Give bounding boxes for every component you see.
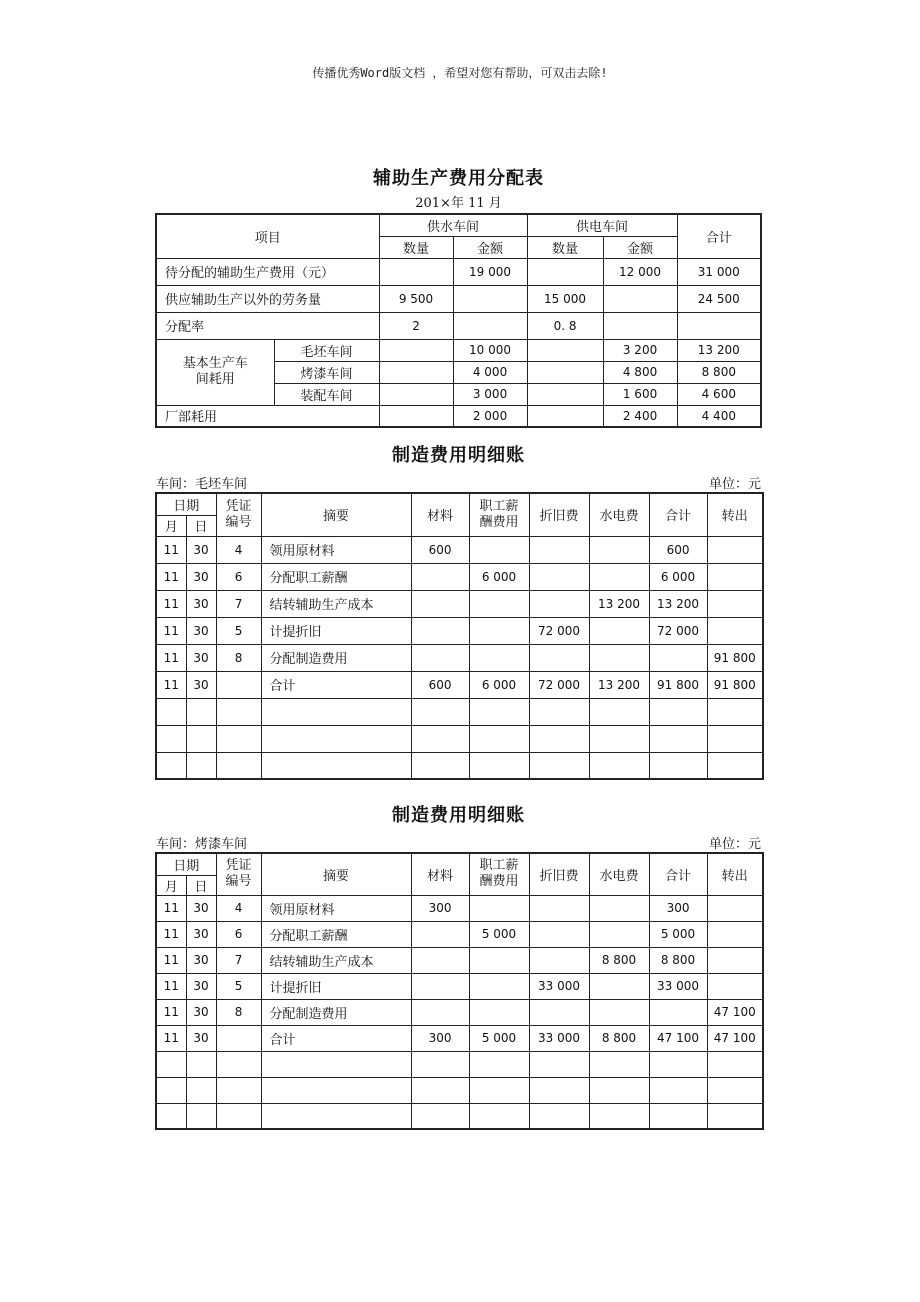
blank-cell <box>186 725 216 752</box>
blank-cell <box>469 1103 529 1129</box>
cell: 13 200 <box>677 339 761 361</box>
utilities-cell <box>589 644 649 671</box>
material-cell <box>411 590 469 617</box>
salary-cell <box>469 536 529 563</box>
transfer-cell <box>707 536 763 563</box>
header-depreciation: 折旧费 <box>529 493 589 536</box>
cell <box>379 383 453 405</box>
row-label: 分配率 <box>156 312 379 339</box>
summary-cell: 分配职工薪酬 <box>261 921 411 947</box>
month-cell: 11 <box>156 617 186 644</box>
depreciation-cell: 72 000 <box>529 671 589 698</box>
voucher-cell: 6 <box>216 921 261 947</box>
depreciation-cell <box>529 947 589 973</box>
blank-cell <box>186 1051 216 1077</box>
voucher-cell: 4 <box>216 895 261 921</box>
allocation-table <box>155 213 762 428</box>
utilities-cell <box>589 973 649 999</box>
utilities-cell: 8 800 <box>589 1025 649 1051</box>
blank-cell <box>529 698 589 725</box>
day-cell: 30 <box>186 947 216 973</box>
depreciation-cell <box>529 895 589 921</box>
header-summary: 摘要 <box>261 493 411 536</box>
total-cell: 6 000 <box>649 563 707 590</box>
header-utilities: 水电费 <box>589 853 649 895</box>
summary-cell: 合计 <box>261 671 411 698</box>
blank-cell <box>216 1103 261 1129</box>
header-material: 材料 <box>411 493 469 536</box>
salary-cell <box>469 617 529 644</box>
cell: 10 000 <box>453 339 527 361</box>
header-month: 月 <box>156 515 186 536</box>
header-salary: 职工薪酬费用 <box>469 493 529 536</box>
utilities-cell <box>589 921 649 947</box>
header-day: 日 <box>186 875 216 895</box>
voucher-cell: 4 <box>216 536 261 563</box>
blank-cell <box>589 1077 649 1103</box>
allocation-title: 辅助生产费用分配表 <box>373 168 544 189</box>
blank-cell <box>216 698 261 725</box>
utilities-cell <box>589 895 649 921</box>
blank-cell <box>156 1051 186 1077</box>
day-cell: 30 <box>186 644 216 671</box>
total-cell: 72 000 <box>649 617 707 644</box>
salary-cell: 6 000 <box>469 563 529 590</box>
blank-cell <box>411 1077 469 1103</box>
cell <box>527 383 603 405</box>
ledger-2-section <box>155 801 762 1130</box>
transfer-cell: 47 100 <box>707 999 763 1025</box>
cell: 2 000 <box>453 405 527 427</box>
month-cell: 11 <box>156 1025 186 1051</box>
material-cell: 300 <box>411 1025 469 1051</box>
cell: 4 600 <box>677 383 761 405</box>
month-cell: 11 <box>156 536 186 563</box>
transfer-cell: 91 800 <box>707 671 763 698</box>
cell: 12 000 <box>603 258 677 285</box>
material-cell: 600 <box>411 536 469 563</box>
cell: 4 800 <box>603 361 677 383</box>
voucher-cell: 5 <box>216 617 261 644</box>
month-cell: 11 <box>156 895 186 921</box>
cell <box>379 361 453 383</box>
blank-cell <box>216 752 261 779</box>
blank-cell <box>261 752 411 779</box>
table-row <box>156 671 763 698</box>
table-row <box>156 921 763 947</box>
blank-cell <box>469 1077 529 1103</box>
summary-cell: 合计 <box>261 1025 411 1051</box>
voucher-cell <box>216 1025 261 1051</box>
blank-cell <box>156 1103 186 1129</box>
header-water-amt: 金额 <box>453 236 527 258</box>
cell: 3 000 <box>453 383 527 405</box>
blank-cell <box>589 1103 649 1129</box>
blank-row <box>156 752 763 779</box>
ledger-1-table <box>155 492 764 780</box>
blank-cell <box>649 698 707 725</box>
blank-cell <box>469 698 529 725</box>
cell: 15 000 <box>527 285 603 312</box>
blank-cell <box>156 725 186 752</box>
cell: 24 500 <box>677 285 761 312</box>
total-cell: 13 200 <box>649 590 707 617</box>
ledger-2-title: 制造费用明细账 <box>392 805 525 826</box>
blank-cell <box>707 752 763 779</box>
blank-cell <box>411 1103 469 1129</box>
row-label: 待分配的辅助生产费用（元） <box>156 258 379 285</box>
blank-cell <box>529 1103 589 1129</box>
header-voucher: 凭证编号 <box>216 853 261 895</box>
blank-cell <box>261 1077 411 1103</box>
utilities-cell <box>589 617 649 644</box>
depreciation-cell <box>529 563 589 590</box>
voucher-cell: 8 <box>216 999 261 1025</box>
salary-cell <box>469 590 529 617</box>
month-cell: 11 <box>156 563 186 590</box>
blank-cell <box>216 1077 261 1103</box>
cell <box>379 405 453 427</box>
cell: 1 600 <box>603 383 677 405</box>
blank-cell <box>529 725 589 752</box>
material-cell <box>411 563 469 590</box>
transfer-cell <box>707 921 763 947</box>
ledger-2-workshop: 车间：烤漆车间 <box>156 837 248 852</box>
blank-cell <box>156 698 186 725</box>
blank-cell <box>261 1103 411 1129</box>
summary-cell: 领用原材料 <box>261 895 411 921</box>
month-cell: 11 <box>156 973 186 999</box>
blank-cell <box>707 1051 763 1077</box>
header-date: 日期 <box>156 853 216 875</box>
transfer-cell <box>707 973 763 999</box>
total-cell: 600 <box>649 536 707 563</box>
summary-cell: 计提折旧 <box>261 973 411 999</box>
alloc-row <box>156 405 761 427</box>
table-row <box>156 644 763 671</box>
depreciation-cell: 33 000 <box>529 973 589 999</box>
group-label: 基本生产车间耗用 <box>156 339 274 405</box>
blank-cell <box>649 1051 707 1077</box>
blank-cell <box>216 1051 261 1077</box>
alloc-row <box>156 258 761 285</box>
depreciation-cell <box>529 921 589 947</box>
blank-cell <box>186 1103 216 1129</box>
total-cell: 8 800 <box>649 947 707 973</box>
header-water-qty: 数量 <box>379 236 453 258</box>
material-cell <box>411 921 469 947</box>
blank-cell <box>529 1051 589 1077</box>
header-material: 材料 <box>411 853 469 895</box>
salary-cell <box>469 895 529 921</box>
header-summary: 摘要 <box>261 853 411 895</box>
cell: 3 200 <box>603 339 677 361</box>
summary-cell: 结转辅助生产成本 <box>261 590 411 617</box>
table-row <box>156 563 763 590</box>
day-cell: 30 <box>186 617 216 644</box>
day-cell: 30 <box>186 973 216 999</box>
header-total: 合计 <box>649 853 707 895</box>
summary-cell: 分配制造费用 <box>261 999 411 1025</box>
table-row <box>156 617 763 644</box>
cell <box>677 312 761 339</box>
month-cell: 11 <box>156 921 186 947</box>
blank-row <box>156 698 763 725</box>
table-row <box>156 1025 763 1051</box>
table-row <box>156 590 763 617</box>
salary-cell: 5 000 <box>469 1025 529 1051</box>
day-cell: 30 <box>186 921 216 947</box>
transfer-cell: 47 100 <box>707 1025 763 1051</box>
cell <box>603 285 677 312</box>
depreciation-cell <box>529 999 589 1025</box>
blank-cell <box>589 698 649 725</box>
utilities-cell <box>589 999 649 1025</box>
blank-cell <box>649 725 707 752</box>
ledger-1-title: 制造费用明细账 <box>392 445 525 466</box>
cell: 2 400 <box>603 405 677 427</box>
table-row <box>156 536 763 563</box>
cell <box>603 312 677 339</box>
transfer-cell <box>707 563 763 590</box>
allocation-date: 201×年 11 月 <box>415 196 502 211</box>
cell: 31 000 <box>677 258 761 285</box>
blank-cell <box>411 698 469 725</box>
row-label: 装配车间 <box>274 383 379 405</box>
total-cell: 91 800 <box>649 671 707 698</box>
material-cell <box>411 947 469 973</box>
blank-cell <box>707 1077 763 1103</box>
blank-cell <box>156 752 186 779</box>
material-cell <box>411 973 469 999</box>
voucher-cell: 6 <box>216 563 261 590</box>
day-cell: 30 <box>186 1025 216 1051</box>
blank-cell <box>469 725 529 752</box>
cell: 4 400 <box>677 405 761 427</box>
blank-cell <box>649 1103 707 1129</box>
blank-cell <box>261 1051 411 1077</box>
row-label: 烤漆车间 <box>274 361 379 383</box>
header-power-qty: 数量 <box>527 236 603 258</box>
ledger-2-table <box>155 852 764 1130</box>
cell: 9 500 <box>379 285 453 312</box>
header-total: 合计 <box>649 493 707 536</box>
cell <box>527 405 603 427</box>
summary-cell: 分配职工薪酬 <box>261 563 411 590</box>
day-cell: 30 <box>186 563 216 590</box>
blank-cell <box>156 1077 186 1103</box>
month-cell: 11 <box>156 644 186 671</box>
ledger-2-unit: 单位：元 <box>708 837 761 852</box>
blank-cell <box>186 752 216 779</box>
total-cell: 47 100 <box>649 1025 707 1051</box>
blank-cell <box>411 725 469 752</box>
transfer-cell <box>707 947 763 973</box>
blank-cell <box>707 698 763 725</box>
header-voucher: 凭证编号 <box>216 493 261 536</box>
month-cell: 11 <box>156 590 186 617</box>
salary-cell <box>469 947 529 973</box>
ledger-1-workshop: 车间：毛坯车间 <box>156 477 248 492</box>
material-cell <box>411 999 469 1025</box>
month-cell: 11 <box>156 999 186 1025</box>
day-cell: 30 <box>186 999 216 1025</box>
cell: 2 <box>379 312 453 339</box>
blank-cell <box>529 752 589 779</box>
voucher-cell: 7 <box>216 590 261 617</box>
material-cell <box>411 644 469 671</box>
cell <box>527 258 603 285</box>
cell <box>527 361 603 383</box>
header-day: 日 <box>186 515 216 536</box>
summary-cell: 领用原材料 <box>261 536 411 563</box>
voucher-cell: 5 <box>216 973 261 999</box>
row-label: 供应辅助生产以外的劳务量 <box>156 285 379 312</box>
header-note: 传播优秀Word版文档 ，希望对您有帮助，可双击去除! <box>312 66 608 80</box>
blank-cell <box>529 1077 589 1103</box>
blank-cell <box>411 752 469 779</box>
blank-cell <box>649 1077 707 1103</box>
ledger-2-meta <box>155 833 762 852</box>
cell: 19 000 <box>453 258 527 285</box>
blank-cell <box>589 1051 649 1077</box>
table-row <box>156 973 763 999</box>
month-cell: 11 <box>156 947 186 973</box>
day-cell: 30 <box>186 671 216 698</box>
summary-cell: 结转辅助生产成本 <box>261 947 411 973</box>
blank-cell <box>186 1077 216 1103</box>
utilities-cell <box>589 536 649 563</box>
ledger-1-section <box>155 441 762 780</box>
salary-cell <box>469 644 529 671</box>
utilities-cell: 13 200 <box>589 671 649 698</box>
header-water: 供水车间 <box>379 214 527 236</box>
total-cell <box>649 644 707 671</box>
material-cell: 600 <box>411 671 469 698</box>
header-month: 月 <box>156 875 186 895</box>
depreciation-cell <box>529 590 589 617</box>
blank-cell <box>469 752 529 779</box>
salary-cell: 6 000 <box>469 671 529 698</box>
table-row <box>156 895 763 921</box>
cell <box>379 339 453 361</box>
blank-row <box>156 1103 763 1129</box>
blank-cell <box>707 1103 763 1129</box>
header-total: 合计 <box>677 214 761 258</box>
utilities-cell <box>589 563 649 590</box>
summary-cell: 分配制造费用 <box>261 644 411 671</box>
utilities-cell: 8 800 <box>589 947 649 973</box>
allocation-section <box>155 164 762 428</box>
cell <box>379 258 453 285</box>
row-label: 毛坯车间 <box>274 339 379 361</box>
transfer-cell <box>707 590 763 617</box>
cell: 8 800 <box>677 361 761 383</box>
summary-cell: 计提折旧 <box>261 617 411 644</box>
material-cell <box>411 617 469 644</box>
blank-cell <box>261 698 411 725</box>
header-utilities: 水电费 <box>589 493 649 536</box>
blank-cell <box>186 698 216 725</box>
ledger-1-unit: 单位：元 <box>708 477 761 492</box>
header-item: 项目 <box>156 214 379 258</box>
header-transfer: 转出 <box>707 853 763 895</box>
cell <box>453 285 527 312</box>
alloc-row <box>156 285 761 312</box>
header-salary: 职工薪酬费用 <box>469 853 529 895</box>
day-cell: 30 <box>186 536 216 563</box>
voucher-cell: 8 <box>216 644 261 671</box>
day-cell: 30 <box>186 895 216 921</box>
blank-cell <box>216 725 261 752</box>
depreciation-cell: 33 000 <box>529 1025 589 1051</box>
ledger-1-meta <box>155 473 762 492</box>
row-label: 厂部耗用 <box>156 405 379 427</box>
depreciation-cell <box>529 536 589 563</box>
utilities-cell: 13 200 <box>589 590 649 617</box>
salary-cell <box>469 999 529 1025</box>
depreciation-cell <box>529 644 589 671</box>
voucher-cell <box>216 671 261 698</box>
salary-cell <box>469 973 529 999</box>
blank-cell <box>469 1051 529 1077</box>
blank-cell <box>261 725 411 752</box>
cell: 0. 8 <box>527 312 603 339</box>
total-cell: 5 000 <box>649 921 707 947</box>
alloc-row <box>156 312 761 339</box>
header-date: 日期 <box>156 493 216 515</box>
total-cell: 300 <box>649 895 707 921</box>
cell <box>453 312 527 339</box>
blank-cell <box>649 752 707 779</box>
header-depreciation: 折旧费 <box>529 853 589 895</box>
cell <box>527 339 603 361</box>
voucher-cell: 7 <box>216 947 261 973</box>
cell: 4 000 <box>453 361 527 383</box>
blank-cell <box>411 1051 469 1077</box>
alloc-row <box>156 339 761 361</box>
header-transfer: 转出 <box>707 493 763 536</box>
blank-row <box>156 1077 763 1103</box>
month-cell: 11 <box>156 671 186 698</box>
blank-row <box>156 1051 763 1077</box>
day-cell: 30 <box>186 590 216 617</box>
header-power-amt: 金额 <box>603 236 677 258</box>
total-cell <box>649 999 707 1025</box>
header-power: 供电车间 <box>527 214 677 236</box>
total-cell: 33 000 <box>649 973 707 999</box>
salary-cell: 5 000 <box>469 921 529 947</box>
blank-cell <box>707 725 763 752</box>
depreciation-cell: 72 000 <box>529 617 589 644</box>
blank-row <box>156 725 763 752</box>
transfer-cell <box>707 617 763 644</box>
blank-cell <box>589 752 649 779</box>
transfer-cell <box>707 895 763 921</box>
transfer-cell: 91 800 <box>707 644 763 671</box>
table-row <box>156 999 763 1025</box>
table-row <box>156 947 763 973</box>
material-cell: 300 <box>411 895 469 921</box>
blank-cell <box>589 725 649 752</box>
